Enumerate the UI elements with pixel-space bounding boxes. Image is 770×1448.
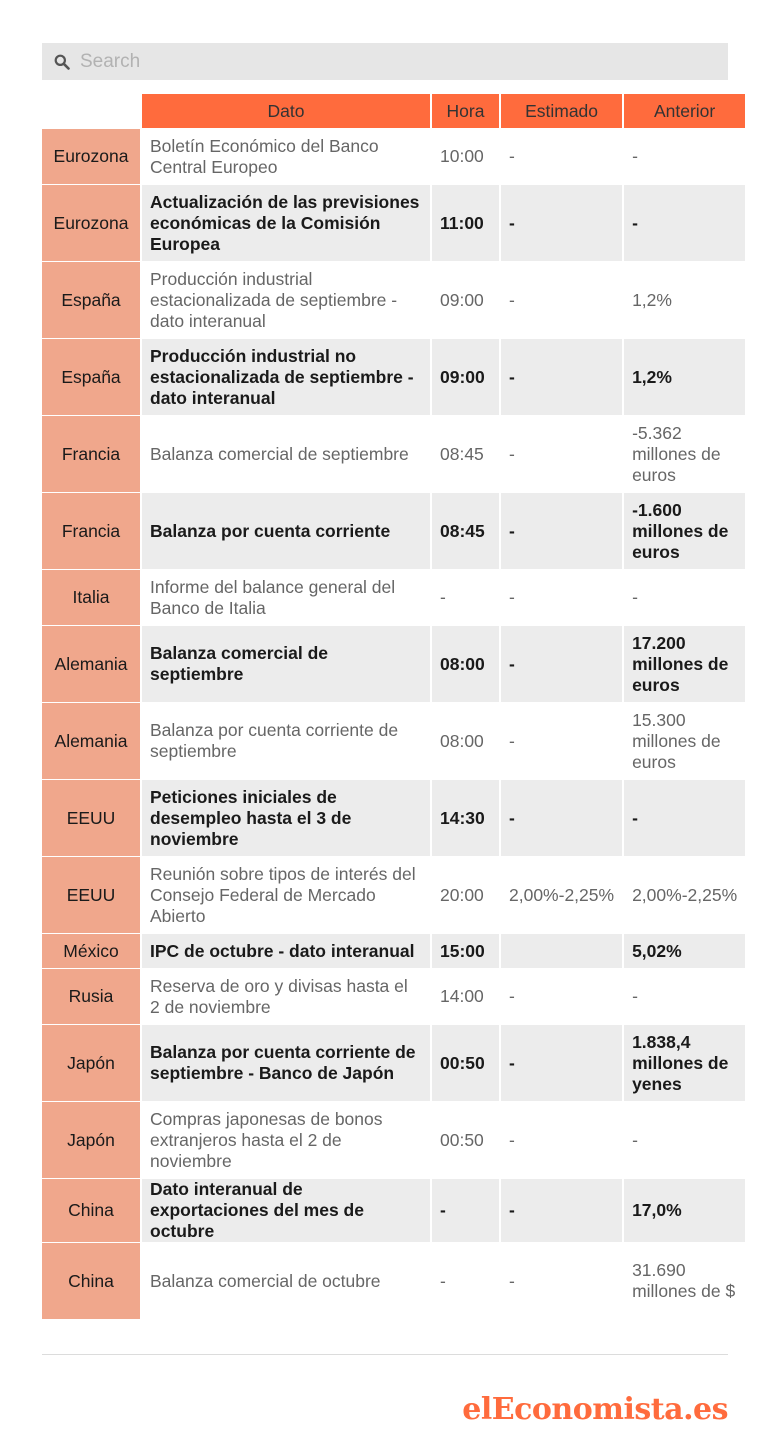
dato-cell: Actualización de las previsiones económicas de la Comisión Europea [142, 185, 430, 261]
country-cell: EEUU [42, 857, 140, 933]
table-row [42, 185, 745, 261]
anterior-cell: 31.690 millones de $ [624, 1243, 745, 1319]
header-dato: Dato [142, 94, 430, 128]
anterior-cell: - [624, 969, 745, 1024]
anterior-cell: -5.362 millones de euros [624, 416, 745, 492]
country-cell: Italia [42, 570, 140, 625]
table-row [42, 1243, 745, 1319]
hora-cell: 00:50 [432, 1102, 499, 1178]
estimado-cell: - [501, 262, 622, 338]
table-row [42, 339, 745, 415]
hora-cell: - [432, 1243, 499, 1319]
country-cell: Alemania [42, 626, 140, 702]
estimado-cell: - [501, 570, 622, 625]
dato-cell: Producción industrial estacionalizada de septiembre - dato interanual [142, 262, 430, 338]
header-estimado: Estimado [501, 94, 622, 128]
anterior-cell: - [624, 1102, 745, 1178]
country-cell: Japón [42, 1102, 140, 1178]
hora-cell: 00:50 [432, 1025, 499, 1101]
hora-cell: 08:45 [432, 493, 499, 569]
anterior-cell: 1,2% [624, 262, 745, 338]
country-cell: Eurozona [42, 129, 140, 184]
dato-cell: Balanza por cuenta corriente de septiembre - Banco de Japón [142, 1025, 430, 1101]
dato-cell: Balanza por cuenta corriente [142, 493, 430, 569]
dato-cell: Peticiones iniciales de desempleo hasta el 3 de noviembre [142, 780, 430, 856]
estimado-cell: - [501, 703, 622, 779]
table-header-row [42, 94, 745, 128]
hora-cell: 09:00 [432, 262, 499, 338]
header-hora: Hora [432, 94, 499, 128]
table-row [42, 129, 745, 184]
footer-divider [42, 1354, 728, 1355]
hora-cell: - [432, 570, 499, 625]
estimado-cell: - [501, 780, 622, 856]
table-row [42, 626, 745, 702]
country-cell: China [42, 1243, 140, 1319]
estimado-cell: - [501, 416, 622, 492]
dato-cell: Compras japonesas de bonos extranjeros hasta el 2 de noviembre [142, 1102, 430, 1178]
anterior-cell: -1.600 millones de euros [624, 493, 745, 569]
economic-calendar-table [40, 93, 747, 1320]
estimado-cell: - [501, 339, 622, 415]
table-row [42, 570, 745, 625]
table-row [42, 493, 745, 569]
eleconomista-logo[interactable]: elEconomista.es [462, 1392, 728, 1427]
anterior-cell: 1,2% [624, 339, 745, 415]
hora-cell: 14:30 [432, 780, 499, 856]
country-cell: Japón [42, 1025, 140, 1101]
search-icon [54, 54, 70, 70]
country-cell: Francia [42, 493, 140, 569]
search-bar[interactable] [42, 43, 728, 80]
dato-cell: IPC de octubre - dato interanual [142, 934, 430, 968]
country-cell: Alemania [42, 703, 140, 779]
hora-cell: - [432, 1179, 499, 1242]
hora-cell: 11:00 [432, 185, 499, 261]
estimado-cell: 2,00%-2,25% [501, 857, 622, 933]
table-row [42, 262, 745, 338]
dato-cell: Balanza por cuenta corriente de septiembre [142, 703, 430, 779]
country-cell: Eurozona [42, 185, 140, 261]
anterior-cell: - [624, 570, 745, 625]
table-row [42, 857, 745, 933]
country-cell: Francia [42, 416, 140, 492]
anterior-cell: 1.838,4 millones de yenes [624, 1025, 745, 1101]
table-row [42, 969, 745, 1024]
estimado-cell: - [501, 969, 622, 1024]
table-row [42, 1102, 745, 1178]
estimado-cell: - [501, 1243, 622, 1319]
anterior-cell: - [624, 780, 745, 856]
country-cell: España [42, 262, 140, 338]
anterior-cell: 2,00%-2,25% [624, 857, 745, 933]
dato-cell: Reserva de oro y divisas hasta el 2 de noviembre [142, 969, 430, 1024]
country-cell: China [42, 1179, 140, 1242]
anterior-cell: 15.300 millones de euros [624, 703, 745, 779]
table-row [42, 934, 745, 968]
estimado-cell: - [501, 1179, 622, 1242]
table-row [42, 1179, 745, 1242]
anterior-cell: 17,0% [624, 1179, 745, 1242]
hora-cell: 08:45 [432, 416, 499, 492]
anterior-cell: - [624, 129, 745, 184]
hora-cell: 08:00 [432, 626, 499, 702]
header-anterior: Anterior [624, 94, 745, 128]
country-cell: España [42, 339, 140, 415]
hora-cell: 08:00 [432, 703, 499, 779]
header-blank-cell [42, 94, 140, 128]
dato-cell: Reunión sobre tipos de interés del Consejo Federal de Mercado Abierto [142, 857, 430, 933]
table-row [42, 1025, 745, 1101]
dato-cell: Boletín Económico del Banco Central Europeo [142, 129, 430, 184]
dato-cell: Informe del balance general del Banco de Italia [142, 570, 430, 625]
table-row [42, 780, 745, 856]
table-row [42, 703, 745, 779]
estimado-cell: - [501, 185, 622, 261]
anterior-cell: - [624, 185, 745, 261]
hora-cell: 09:00 [432, 339, 499, 415]
table-row [42, 416, 745, 492]
estimado-cell: - [501, 1025, 622, 1101]
dato-cell: Balanza comercial de septiembre [142, 416, 430, 492]
country-cell: EEUU [42, 780, 140, 856]
anterior-cell: 5,02% [624, 934, 745, 968]
hora-cell: 15:00 [432, 934, 499, 968]
estimado-cell: - [501, 129, 622, 184]
anterior-cell: 17.200 millones de euros [624, 626, 745, 702]
dato-cell: Balanza comercial de septiembre [142, 626, 430, 702]
search-input[interactable] [80, 51, 680, 73]
estimado-cell [501, 934, 622, 968]
hora-cell: 10:00 [432, 129, 499, 184]
estimado-cell: - [501, 626, 622, 702]
estimado-cell: - [501, 1102, 622, 1178]
estimado-cell: - [501, 493, 622, 569]
country-cell: México [42, 934, 140, 968]
dato-cell: Producción industrial no estacionalizada de septiembre - dato interanual [142, 339, 430, 415]
hora-cell: 20:00 [432, 857, 499, 933]
dato-cell: Dato interanual de exportaciones del mes de octubre [142, 1179, 430, 1242]
country-cell: Rusia [42, 969, 140, 1024]
dato-cell: Balanza comercial de octubre [142, 1243, 430, 1319]
hora-cell: 14:00 [432, 969, 499, 1024]
